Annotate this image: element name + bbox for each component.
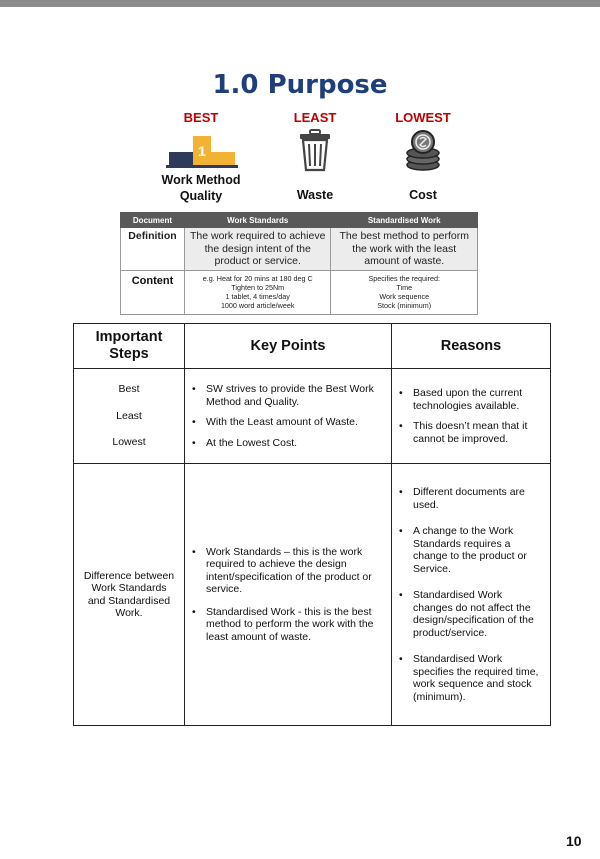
coins-icon (401, 129, 445, 173)
table-row (74, 369, 551, 464)
list-item: • Based upon the current technologies available. (399, 387, 544, 412)
least-label: LEAST (293, 110, 337, 125)
definition-standardised-work: The best method to perform the work with the least amount of waste. (331, 228, 478, 271)
list-item: • With the Least amount of Waste. (192, 416, 385, 429)
page-title: 1.0 Purpose (212, 70, 388, 100)
page-number: 10 (566, 833, 582, 849)
list-item: • Different documents are used. (399, 486, 544, 511)
comparison-table (120, 212, 478, 315)
content-line: Time (396, 282, 413, 292)
steps-header-row (74, 324, 551, 369)
steps-cell: Difference between Work Standards and Standardised Work. (74, 464, 185, 726)
header-reasons: Reasons (392, 324, 551, 369)
header-important-steps: Important Steps (74, 324, 185, 369)
key-points-cell (185, 369, 392, 464)
list-item: • Work Standards – this is the work required to achieve the design intent/specification of the product or service. (192, 546, 385, 596)
list-item: • SW strives to provide the Best Work Method and Quality. (192, 383, 385, 408)
content-standardised-work (331, 270, 478, 314)
step-text: Lowest (112, 436, 146, 449)
steps-cell (74, 369, 185, 464)
podium-icon (161, 130, 241, 170)
content-line: Work sequence (379, 291, 430, 301)
podium-number: 1 (198, 143, 206, 159)
best-caption-line1: Work Method (161, 173, 241, 187)
content-line: e.g. Heat for 20 mins at 180 deg C (202, 273, 313, 283)
comparison-header: Standardised Work (331, 213, 478, 228)
reasons-cell (392, 369, 551, 464)
step-text: Least (116, 409, 142, 422)
lowest-caption: Cost (409, 188, 437, 202)
table-row (74, 464, 551, 726)
least-caption: Waste (296, 188, 334, 202)
list-item: • Standardised Work - this is the best method to perform the work with the least amount of waste. (192, 606, 385, 644)
step-text: Best (118, 383, 140, 396)
content-line: 1 tablet, 4 times/day (225, 291, 290, 301)
comparison-header: Work Standards (184, 213, 331, 228)
list-item: • Standardised Work specifies the required time, work sequence and stock (minimum). (399, 653, 544, 703)
reasons-cell (392, 464, 551, 726)
lowest-column (353, 110, 493, 203)
key-points-cell (185, 464, 392, 726)
list-item: • Standardised Work changes do not affect the design/specification of the product/service. (399, 589, 544, 639)
definition-label: Definition (121, 228, 185, 271)
definition-work-standards: The work required to achieve the design intent of the product or service. (184, 228, 331, 271)
definition-row (121, 228, 478, 271)
steps-table (73, 323, 551, 726)
best-caption-line2: Quality (179, 189, 223, 203)
content-line: Tighten to 25Nm (231, 282, 285, 292)
content-row (121, 270, 478, 314)
content-line: Specifies the required: (368, 273, 440, 283)
comparison-header: Document (121, 213, 185, 228)
list-item: • At the Lowest Cost. (192, 437, 385, 450)
top-border-bar (0, 0, 600, 7)
trash-can-icon (295, 129, 335, 173)
lowest-label: LOWEST (395, 110, 451, 125)
content-work-standards (184, 270, 331, 314)
content-line: Stock (minimum) (377, 300, 432, 310)
content-line: 1000 word article/week (220, 300, 295, 310)
content-label: Content (121, 270, 185, 314)
header-key-points: Key Points (185, 324, 392, 369)
best-label: BEST (183, 110, 219, 125)
list-item: • A change to the Work Standards requires a change to the product or Service. (399, 525, 544, 575)
comparison-header-row (121, 213, 478, 228)
list-item: • This doesn’t mean that it cannot be improved. (399, 420, 544, 445)
